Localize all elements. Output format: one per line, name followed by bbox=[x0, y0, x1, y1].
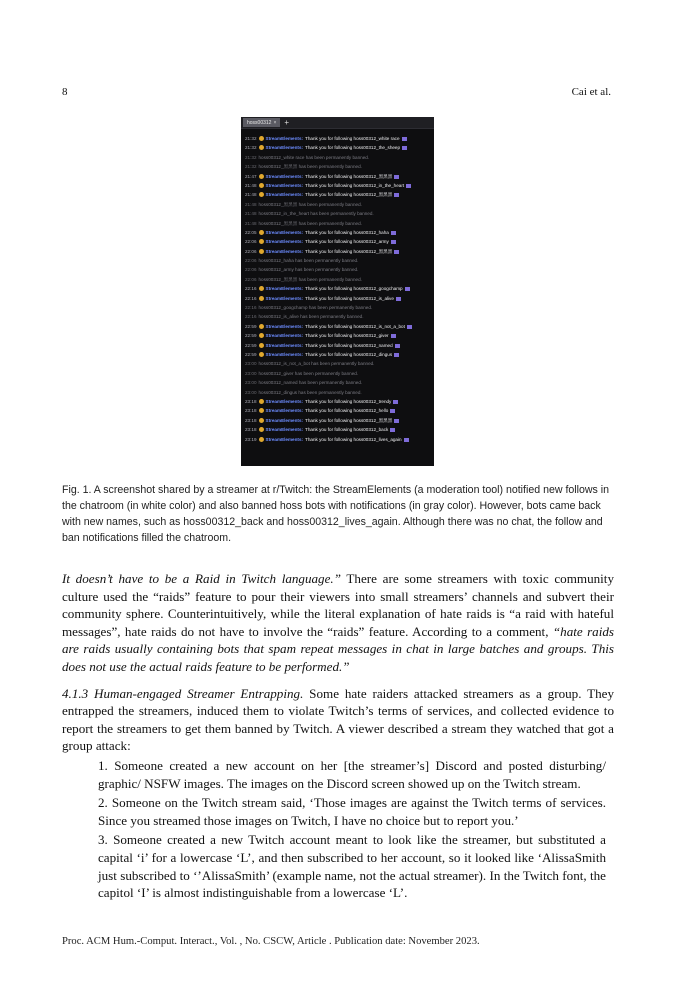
chat-follow-notice bbox=[241, 143, 434, 152]
streamelements-icon bbox=[259, 192, 264, 197]
chat-timestamp: 23:18 bbox=[245, 417, 257, 423]
chat-message-text: hoss00312_is_not_a_bot has been permanently banned. bbox=[258, 361, 375, 367]
page-footer: Proc. ACM Hum.-Comput. Interact., Vol. , No. CSCW, Article . Publication date: November 2023. bbox=[62, 936, 480, 947]
chat-message-text: hoss00312_is_alive has been permanently banned. bbox=[258, 314, 364, 320]
chat-username[interactable]: StreamElements: bbox=[265, 182, 304, 188]
badge-icon bbox=[407, 325, 412, 329]
chat-follow-notice bbox=[241, 190, 434, 199]
streamelements-icon bbox=[259, 174, 264, 179]
chat-timestamp: 21:48 bbox=[245, 201, 257, 207]
chat-message-text: Thank you for following hoss00312_dingus bbox=[305, 351, 393, 357]
chat-timestamp: 23:00 bbox=[245, 361, 257, 367]
chat-username[interactable]: StreamElements: bbox=[265, 333, 304, 339]
streamelements-icon bbox=[259, 352, 264, 357]
chat-username[interactable]: StreamElements: bbox=[265, 342, 304, 348]
chat-timestamp: 22:59 bbox=[245, 342, 257, 348]
chat-message-text: Thank you for following hoss00312_lives_again bbox=[305, 436, 402, 442]
badge-icon bbox=[390, 428, 395, 432]
body-text bbox=[62, 570, 614, 902]
chat-tab-bar bbox=[241, 117, 434, 129]
chat-username[interactable]: StreamElements: bbox=[265, 136, 304, 141]
chat-message-text: hoss00312_haha has been permanently banned. bbox=[258, 258, 359, 264]
chat-message-text: hoss00312_white race has been permanently banned. bbox=[258, 154, 370, 160]
badge-icon bbox=[394, 175, 399, 179]
streamelements-icon bbox=[259, 427, 264, 432]
chat-timestamp: 22:06 bbox=[245, 276, 257, 282]
chat-timestamp: 22:59 bbox=[245, 323, 257, 329]
streamelements-icon bbox=[259, 136, 264, 141]
chat-timestamp: 21:47 bbox=[245, 173, 257, 179]
chat-timestamp: 23:18 bbox=[245, 398, 257, 404]
quote-item-3: 3. Someone created a new Twitch account meant to look like the streamer, but substituted a capital ‘i’ for a lowercase ‘L’, and then subscribed to her account, so it looked like ‘AlissaSmith just subscribed to ‘’AlissaSmith’ (example name, not the actual streamer). In the Twitch font, the capitol ‘I’ is almost indistinguishable from a lowercase ‘L’. bbox=[98, 832, 606, 901]
quote-italic-start: It doesn’t have to be a Raid in Twitch language.” bbox=[62, 571, 341, 586]
chat-message-text: hoss00312_黑黑黑 has been permanently banned. bbox=[258, 276, 362, 282]
chat-timestamp: 22:59 bbox=[245, 333, 257, 339]
chat-follow-notice bbox=[241, 284, 434, 293]
chat-follow-notice bbox=[241, 416, 434, 425]
chat-timestamp: 21:32 bbox=[245, 136, 257, 141]
chat-timestamp: 22:16 bbox=[245, 286, 257, 292]
chat-username[interactable]: StreamElements: bbox=[265, 408, 304, 414]
streamelements-icon bbox=[259, 437, 264, 442]
chat-timestamp: 23:00 bbox=[245, 389, 257, 395]
streamelements-icon bbox=[259, 333, 264, 338]
chat-message-text: Thank you for following hoss00312_named bbox=[305, 342, 393, 348]
chat-follow-notice bbox=[241, 322, 434, 331]
chat-timestamp: 23:19 bbox=[245, 436, 257, 442]
chat-timestamp: 21:48 bbox=[245, 220, 257, 226]
chat-username[interactable]: StreamElements: bbox=[265, 286, 304, 292]
streamelements-icon bbox=[259, 145, 264, 150]
chat-message-text: Thank you for following hoss00312_hello bbox=[305, 408, 389, 414]
streamelements-icon bbox=[259, 286, 264, 291]
close-icon[interactable]: × bbox=[273, 119, 277, 126]
chat-follow-notice bbox=[241, 350, 434, 359]
badge-icon bbox=[405, 287, 410, 291]
chat-username[interactable]: StreamElements: bbox=[265, 323, 304, 329]
badge-icon bbox=[394, 193, 399, 197]
chat-ban-notice bbox=[241, 303, 434, 312]
badge-icon bbox=[391, 334, 396, 338]
chat-username[interactable]: StreamElements: bbox=[265, 351, 304, 357]
chat-follow-notice bbox=[241, 425, 434, 434]
chat-message-text: Thank you for following hoss00312_is_not_a_bot bbox=[305, 323, 405, 329]
chat-message-text: Thank you for following hoss00312_giver bbox=[305, 333, 389, 339]
chat-ban-notice bbox=[241, 219, 434, 228]
badge-icon bbox=[393, 400, 398, 404]
badge-icon bbox=[391, 240, 396, 244]
chat-timestamp: 22:16 bbox=[245, 295, 257, 301]
chat-timestamp: 21:48 bbox=[245, 192, 257, 198]
chat-ban-notice bbox=[241, 369, 434, 378]
chat-message-text: Thank you for following hoss00312_haha bbox=[305, 229, 389, 235]
streamelements-icon bbox=[259, 296, 264, 301]
chat-timestamp: 22:59 bbox=[245, 351, 257, 357]
add-tab-icon[interactable]: + bbox=[284, 118, 290, 127]
chat-message-text: Thank you for following hoss00312_army bbox=[305, 239, 389, 245]
chat-ban-notice bbox=[241, 265, 434, 274]
chat-timestamp: 21:48 bbox=[245, 211, 257, 217]
paragraph-hate-raids bbox=[62, 570, 614, 676]
chat-message-text: hoss00312_黑黑黑 has been permanently banned. bbox=[258, 164, 362, 170]
streamelements-icon bbox=[259, 249, 264, 254]
chat-follow-notice bbox=[241, 294, 434, 303]
chat-timestamp: 22:06 bbox=[245, 258, 257, 264]
chat-timestamp: 21:32 bbox=[245, 164, 257, 170]
section-heading: 4.1.3 Human-engaged Streamer Entrapping. bbox=[62, 685, 304, 701]
running-header-authors: Cai et al. bbox=[571, 86, 611, 98]
chat-message-text: hoss00312_dingus has been permanently banned. bbox=[258, 389, 362, 395]
badge-icon bbox=[394, 250, 399, 254]
streamelements-icon bbox=[259, 399, 264, 404]
chat-timestamp: 22:06 bbox=[245, 248, 257, 254]
quote-item-1: 1. Someone created a new account on her [the streamer’s] Discord and posted disturbing/ graphic/ NSFW images. The images on the Discord screen showed up on the Twitch stream. bbox=[98, 757, 606, 791]
chat-ban-notice bbox=[241, 209, 434, 218]
chat-timestamp: 21:32 bbox=[245, 154, 257, 160]
streamelements-icon bbox=[259, 418, 264, 423]
chat-timestamp: 22:06 bbox=[245, 267, 257, 273]
chat-follow-notice bbox=[241, 435, 434, 444]
badge-icon bbox=[396, 297, 401, 301]
chat-message-text: Thank you for following hoss00312_the_sheep bbox=[305, 145, 401, 151]
chat-username[interactable]: StreamElements: bbox=[265, 398, 304, 404]
chat-log bbox=[241, 129, 434, 444]
chat-message-text: hoss00312_giver has been permanently banned. bbox=[258, 370, 359, 376]
chat-message-text: hoss00312_黑黑黑 has been permanently banned. bbox=[258, 201, 362, 207]
chat-timestamp: 22:16 bbox=[245, 314, 257, 320]
chat-message-text: Thank you for following hoss00312_黑黑黑 bbox=[305, 248, 393, 254]
chat-username[interactable]: StreamElements: bbox=[265, 436, 304, 442]
chat-ban-notice bbox=[241, 256, 434, 265]
chat-screenshot bbox=[241, 117, 434, 466]
badge-icon bbox=[394, 353, 399, 357]
badge-icon bbox=[391, 231, 396, 235]
chat-follow-notice bbox=[241, 247, 434, 256]
chat-message-text: Thank you for following hoss00312_黑黑黑 bbox=[305, 173, 393, 179]
paragraph-text: Some hate raiders attacked streamers as a group. They entrapped the streamers, induced them to violate Twitch’s terms of services, and collected evidence to report the streamers to get them banned by Twitch. A viewer described a stream they watched that got a group attack: bbox=[62, 685, 614, 754]
paragraph-text: There are some streamers with toxic community culture used the “raids” feature to pour their viewers into small streamers’ channels and subvert their community sphere. Counterintuitively, while the literal explanation of hate raids is “a raid with hateful messages”, hate raids do not have to involve the “raids” feature. According to a comment, bbox=[62, 571, 614, 639]
quote-item-2: 2. Someone on the Twitch stream said, ‘Those images are against the Twitch terms of services. Since you streamed those images on Twitch, I have no choice but to report you.’ bbox=[98, 795, 606, 828]
badge-icon bbox=[402, 137, 407, 141]
chat-follow-notice bbox=[241, 181, 434, 190]
chat-message-text: Thank you for following hoss00312_is_alive bbox=[305, 295, 394, 301]
streamelements-icon bbox=[259, 408, 264, 413]
chat-timestamp: 23:00 bbox=[245, 370, 257, 376]
chat-timestamp: 22:16 bbox=[245, 305, 257, 311]
badge-icon bbox=[390, 409, 395, 413]
chat-message-text: hoss00312_黑黑黑 has been permanently banned. bbox=[258, 220, 362, 226]
chat-ban-notice bbox=[241, 275, 434, 284]
chat-username[interactable]: StreamElements: bbox=[265, 295, 304, 301]
streamelements-icon bbox=[259, 324, 264, 329]
chat-message-text: hoss00312_googchamp has been permanently banned. bbox=[258, 305, 373, 311]
chat-follow-notice bbox=[241, 331, 434, 340]
chat-message-text: Thank you for following hoss00312_googchamp bbox=[305, 286, 403, 292]
chat-timestamp: 21:32 bbox=[245, 145, 257, 151]
chat-username[interactable]: StreamElements: bbox=[265, 173, 304, 179]
chat-username[interactable]: StreamElements: bbox=[265, 145, 304, 151]
page-number: 8 bbox=[62, 86, 68, 98]
chat-follow-notice bbox=[241, 172, 434, 181]
chat-message-text: Thank you for following hoss00312_back bbox=[305, 427, 389, 433]
chat-ban-notice bbox=[241, 153, 434, 162]
chat-timestamp: 22:05 bbox=[245, 229, 257, 235]
chat-ban-notice bbox=[241, 378, 434, 387]
streamelements-icon bbox=[259, 239, 264, 244]
chat-message-text: hoss00312_named has been permanently banned. bbox=[258, 380, 363, 386]
chat-tab[interactable] bbox=[243, 118, 280, 127]
chat-timestamp: 23:00 bbox=[245, 380, 257, 386]
chat-follow-notice bbox=[241, 228, 434, 237]
chat-message-text: Thank you for following hoss00312_in_the_heart bbox=[305, 182, 405, 188]
chat-ban-notice bbox=[241, 162, 434, 171]
chat-timestamp: 23:18 bbox=[245, 427, 257, 433]
chat-username[interactable]: StreamElements: bbox=[265, 229, 304, 235]
chat-username[interactable]: StreamElements: bbox=[265, 248, 304, 254]
chat-message-text: hoss00312_army has been permanently banned. bbox=[258, 267, 359, 273]
badge-icon bbox=[406, 184, 411, 188]
chat-follow-notice bbox=[241, 397, 434, 406]
chat-ban-notice bbox=[241, 359, 434, 368]
chat-username[interactable]: StreamElements: bbox=[265, 427, 304, 433]
badge-icon bbox=[395, 344, 400, 348]
chat-timestamp: 21:48 bbox=[245, 182, 257, 188]
badge-icon bbox=[404, 438, 409, 442]
chat-ban-notice bbox=[241, 388, 434, 397]
chat-timestamp: 23:18 bbox=[245, 408, 257, 414]
streamelements-icon bbox=[259, 343, 264, 348]
chat-follow-notice bbox=[241, 341, 434, 350]
chat-username[interactable]: StreamElements: bbox=[265, 417, 304, 423]
chat-follow-notice bbox=[241, 406, 434, 415]
chat-timestamp: 22:06 bbox=[245, 239, 257, 245]
chat-message-text: Thank you for following hoss00312_黑黑黑 bbox=[305, 192, 393, 198]
chat-follow-notice bbox=[241, 237, 434, 246]
figure-caption: Fig. 1. A screenshot shared by a streamer at r/Twitch: the StreamElements (a moderation tool) notified new follows in the chatroom (in white color) and also banned hoss bots with notifications (in gray color). However, bots came back with new names, such as hoss00312_back and hoss00312_lives_again. Although there was no chat, the follow and ban notifications filled the chatroom. bbox=[62, 484, 610, 544]
chat-follow-notice bbox=[241, 134, 434, 143]
chat-tab-label: hoss00312 bbox=[247, 119, 272, 126]
badge-icon bbox=[394, 419, 399, 423]
paragraph-entrapping bbox=[62, 685, 614, 755]
streamelements-icon bbox=[259, 230, 264, 235]
chat-message-text: Thank you for following hoss00312_white race bbox=[305, 136, 400, 141]
chat-username[interactable]: StreamElements: bbox=[265, 239, 304, 245]
quote-italic-end: “hate raids are raids usually containing bots that spam repeat messages in chat in large batches and groups. This does not use the actual raids feature to be performed.” bbox=[62, 623, 614, 674]
chat-message-text: Thank you for following hoss00312_黑黑黑 bbox=[305, 417, 393, 423]
chat-username[interactable]: StreamElements: bbox=[265, 192, 304, 198]
chat-ban-notice bbox=[241, 200, 434, 209]
streamelements-icon bbox=[259, 183, 264, 188]
chat-ban-notice bbox=[241, 312, 434, 321]
badge-icon bbox=[402, 146, 407, 150]
chat-message-text: Thank you for following hoss00312_trendy bbox=[305, 398, 392, 404]
chat-message-text: hoss00312_in_the_heart has been permanently banned. bbox=[258, 211, 374, 217]
